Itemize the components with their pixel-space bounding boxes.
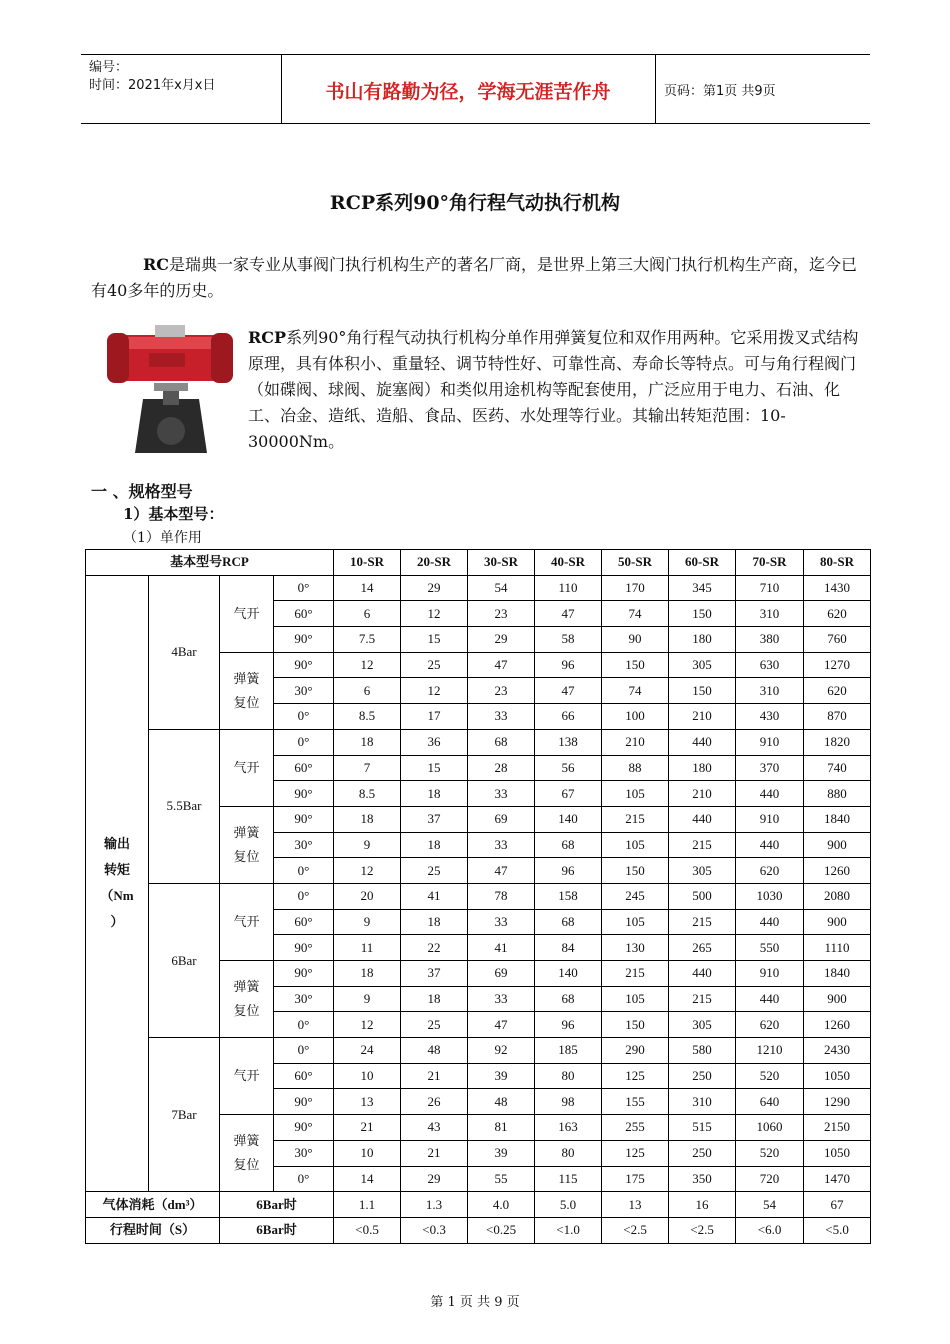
value-cell: 22 (401, 935, 468, 961)
value-cell: 1470 (804, 1166, 871, 1192)
value-cell: 215 (602, 806, 669, 832)
pressure-cell: 7Bar (149, 1038, 220, 1192)
value-cell: 1290 (804, 1089, 871, 1115)
value-cell: 105 (602, 986, 669, 1012)
value-cell: 84 (535, 935, 602, 961)
value-cell: 440 (736, 781, 804, 807)
row-group-label-line: （Nm (100, 888, 134, 904)
value-cell: 18 (401, 781, 468, 807)
value-cell: 640 (736, 1089, 804, 1115)
value-cell: 8.5 (334, 704, 401, 730)
value-cell: 67 (535, 781, 602, 807)
spec-table (85, 549, 871, 1244)
value-cell: 620 (736, 858, 804, 884)
value-cell: 185 (535, 1038, 602, 1064)
value-cell: 250 (669, 1140, 736, 1166)
row-label-cell: 行程时间（S） (86, 1217, 220, 1243)
value-cell: 33 (468, 781, 535, 807)
subsection-single-action: （1）单作用 (123, 530, 202, 546)
angle-cell: 0° (274, 575, 334, 601)
value-cell: 440 (669, 961, 736, 987)
value-cell: 74 (602, 601, 669, 627)
model-header: 80-SR (804, 550, 871, 576)
angle-cell: 0° (274, 729, 334, 755)
value-cell: 125 (602, 1063, 669, 1089)
value-cell: 2150 (804, 1115, 871, 1141)
value-cell: 90 (602, 627, 669, 653)
model-header: 60-SR (669, 550, 736, 576)
value-cell: 33 (468, 909, 535, 935)
angle-cell: 90° (274, 961, 334, 987)
value-cell: 520 (736, 1140, 804, 1166)
value-cell: 350 (669, 1166, 736, 1192)
row-group-label-line: 输出 (103, 836, 130, 852)
model-header: 20-SR (401, 550, 468, 576)
value-cell: 910 (736, 729, 804, 755)
value-cell: 9 (334, 986, 401, 1012)
value-cell: 125 (602, 1140, 669, 1166)
mode-spring-line: 复位 (233, 694, 260, 710)
spec-table-body (86, 550, 871, 1244)
value-cell: 250 (669, 1063, 736, 1089)
angle-cell: 60° (274, 909, 334, 935)
value-cell: 96 (535, 652, 602, 678)
value-cell: 210 (669, 704, 736, 730)
value-cell: 105 (602, 909, 669, 935)
header-meta (89, 59, 215, 95)
value-cell: 1840 (804, 961, 871, 987)
mode-spring-line: 弹簧 (233, 824, 260, 840)
value-cell: 150 (669, 601, 736, 627)
value-cell: 305 (669, 652, 736, 678)
value-cell: 740 (804, 755, 871, 781)
value-cell: 215 (669, 832, 736, 858)
value-cell: 115 (535, 1166, 602, 1192)
value-cell: 215 (602, 961, 669, 987)
value-cell: 2430 (804, 1038, 871, 1064)
intro-lead: RC (143, 255, 170, 274)
value-cell: 13 (334, 1089, 401, 1115)
value-cell: 13 (602, 1192, 669, 1218)
value-cell: 440 (736, 832, 804, 858)
value-cell: 1820 (804, 729, 871, 755)
value-cell: 15 (401, 627, 468, 653)
value-cell: 900 (804, 986, 871, 1012)
value-cell: 8.5 (334, 781, 401, 807)
value-cell: 10 (334, 1063, 401, 1089)
angle-cell: 90° (274, 806, 334, 832)
value-cell: 9 (334, 832, 401, 858)
value-cell: <6.0 (736, 1217, 804, 1243)
value-cell: 720 (736, 1166, 804, 1192)
model-header: 30-SR (468, 550, 535, 576)
table-row (86, 729, 871, 755)
value-cell: 380 (736, 627, 804, 653)
value-cell: 1050 (804, 1140, 871, 1166)
subsection-heading: 1）基本型号： (123, 505, 224, 523)
value-cell: 180 (669, 755, 736, 781)
value-cell: 105 (602, 832, 669, 858)
value-cell: 630 (736, 652, 804, 678)
value-cell: 515 (669, 1115, 736, 1141)
angle-cell: 90° (274, 781, 334, 807)
value-cell: 14 (334, 575, 401, 601)
value-cell: 150 (602, 858, 669, 884)
angle-cell: 90° (274, 1089, 334, 1115)
value-cell: 43 (401, 1115, 468, 1141)
value-cell: 1060 (736, 1115, 804, 1141)
table-row (86, 1038, 871, 1064)
value-cell: 10 (334, 1140, 401, 1166)
value-cell: 56 (535, 755, 602, 781)
value-cell: 33 (468, 986, 535, 1012)
value-cell: 1110 (804, 935, 871, 961)
value-cell: 175 (602, 1166, 669, 1192)
value-cell: 88 (602, 755, 669, 781)
value-cell: 1.1 (334, 1192, 401, 1218)
value-cell: 29 (468, 627, 535, 653)
value-cell: 18 (401, 986, 468, 1012)
value-cell: 12 (401, 601, 468, 627)
value-cell: 14 (334, 1166, 401, 1192)
mode-spring-line: 弹簧 (233, 979, 260, 995)
value-cell: 370 (736, 755, 804, 781)
pressure-cell: 5.5Bar (149, 729, 220, 883)
value-cell: 440 (736, 909, 804, 935)
mode-air-cell: 气开 (220, 883, 274, 960)
value-cell: 305 (669, 858, 736, 884)
value-cell: 6 (334, 601, 401, 627)
mode-spring-line: 弹簧 (233, 1133, 260, 1149)
value-cell: 21 (401, 1140, 468, 1166)
value-cell: 39 (468, 1140, 535, 1166)
value-cell: 1050 (804, 1063, 871, 1089)
model-header: 70-SR (736, 550, 804, 576)
angle-cell: 60° (274, 1063, 334, 1089)
value-cell: <0.3 (401, 1217, 468, 1243)
value-cell: 910 (736, 806, 804, 832)
value-cell: 500 (669, 883, 736, 909)
value-cell: 1030 (736, 883, 804, 909)
value-cell: 163 (535, 1115, 602, 1141)
value-cell: 55 (468, 1166, 535, 1192)
value-cell: 870 (804, 704, 871, 730)
value-cell: 96 (535, 1012, 602, 1038)
value-cell: 36 (401, 729, 468, 755)
value-cell: 310 (736, 601, 804, 627)
value-cell: 18 (334, 729, 401, 755)
value-cell: 33 (468, 704, 535, 730)
value-cell: 880 (804, 781, 871, 807)
value-cell: 310 (669, 1089, 736, 1115)
intro-paragraph (91, 252, 861, 304)
description-paragraph (248, 325, 860, 455)
value-cell: 140 (535, 806, 602, 832)
value-cell: 1840 (804, 806, 871, 832)
value-cell: 74 (602, 678, 669, 704)
angle-cell: 90° (274, 1115, 334, 1141)
value-cell: 9 (334, 909, 401, 935)
value-cell: 12 (334, 1012, 401, 1038)
model-header: 50-SR (602, 550, 669, 576)
page-header (81, 54, 870, 124)
angle-cell: 0° (274, 883, 334, 909)
value-cell: 900 (804, 832, 871, 858)
value-cell: 910 (736, 961, 804, 987)
value-cell: 310 (736, 678, 804, 704)
value-cell: 39 (468, 1063, 535, 1089)
value-cell: 18 (401, 909, 468, 935)
row-group-label-line: 转矩 (103, 862, 130, 878)
angle-cell: 0° (274, 858, 334, 884)
stroke-time-row (86, 1217, 871, 1243)
header-slogan: 书山有路勤为径，学海无涯苦作舟 (325, 81, 611, 103)
value-cell: 96 (535, 858, 602, 884)
value-cell: 1.3 (401, 1192, 468, 1218)
value-cell: 68 (535, 909, 602, 935)
value-cell: 900 (804, 909, 871, 935)
value-cell: 68 (468, 729, 535, 755)
time-label: 时间：2021年x月x日 (89, 78, 216, 93)
actuator-image (99, 321, 241, 453)
value-cell: 7 (334, 755, 401, 781)
intro-text: 是瑞典一家专业从事阀门执行机构生产的著名厂商，是世界上第三大阀门执行机构生产商，迄今已有40多年的历史。 (91, 255, 858, 300)
value-cell: 7.5 (334, 627, 401, 653)
value-cell: 215 (669, 909, 736, 935)
value-cell: 11 (334, 935, 401, 961)
value-cell: 150 (602, 652, 669, 678)
value-cell: 47 (535, 678, 602, 704)
value-cell: 12 (334, 652, 401, 678)
mode-air-cell: 气开 (220, 575, 274, 652)
value-cell: <2.5 (602, 1217, 669, 1243)
value-cell: 33 (468, 832, 535, 858)
value-cell: 69 (468, 806, 535, 832)
mode-air-cell: 气开 (220, 729, 274, 806)
value-cell: 37 (401, 806, 468, 832)
table-row (86, 575, 871, 601)
value-cell: 20 (334, 883, 401, 909)
value-cell: 100 (602, 704, 669, 730)
value-cell: 105 (602, 781, 669, 807)
value-cell: 12 (401, 678, 468, 704)
value-cell: 170 (602, 575, 669, 601)
angle-cell: 0° (274, 1038, 334, 1064)
value-cell: 12 (334, 858, 401, 884)
row-group-label (86, 575, 149, 1192)
model-header: 10-SR (334, 550, 401, 576)
number-label: 编号： (89, 60, 129, 75)
angle-cell: 30° (274, 986, 334, 1012)
value-cell: 68 (535, 986, 602, 1012)
value-cell: 110 (535, 575, 602, 601)
value-cell: 54 (736, 1192, 804, 1218)
mode-spring-cell (220, 1115, 274, 1192)
value-cell: 23 (468, 601, 535, 627)
angle-cell: 30° (274, 832, 334, 858)
angle-cell: 0° (274, 1166, 334, 1192)
value-cell: 1270 (804, 652, 871, 678)
value-cell: 47 (468, 1012, 535, 1038)
value-cell: 37 (401, 961, 468, 987)
angle-cell: 60° (274, 755, 334, 781)
value-cell: 520 (736, 1063, 804, 1089)
value-cell: 150 (602, 1012, 669, 1038)
row-label-cell: 气体消耗（dm³） (86, 1192, 220, 1218)
value-cell: 21 (401, 1063, 468, 1089)
value-cell: 620 (736, 1012, 804, 1038)
value-cell: 29 (401, 575, 468, 601)
value-cell: 21 (334, 1115, 401, 1141)
angle-cell: 90° (274, 935, 334, 961)
value-cell: 440 (669, 729, 736, 755)
header-label-cell: 基本型号RCP (86, 550, 334, 576)
value-cell: 24 (334, 1038, 401, 1064)
value-cell: 550 (736, 935, 804, 961)
mode-spring-line: 复位 (233, 1003, 260, 1019)
mode-spring-line: 复位 (233, 848, 260, 864)
value-cell: 305 (669, 1012, 736, 1038)
value-cell: 290 (602, 1038, 669, 1064)
angle-cell: 90° (274, 652, 334, 678)
value-cell: 620 (804, 678, 871, 704)
value-cell: 255 (602, 1115, 669, 1141)
value-cell: 265 (669, 935, 736, 961)
value-cell: 23 (468, 678, 535, 704)
value-cell: 25 (401, 652, 468, 678)
value-cell: 25 (401, 858, 468, 884)
pressure-cell: 6Bar (149, 883, 220, 1037)
value-cell: 5.0 (535, 1192, 602, 1218)
value-cell: 210 (669, 781, 736, 807)
value-cell: 18 (401, 832, 468, 858)
value-cell: 18 (334, 961, 401, 987)
value-cell: 2080 (804, 883, 871, 909)
mode-spring-cell (220, 806, 274, 883)
value-cell: <5.0 (804, 1217, 871, 1243)
value-cell: 58 (535, 627, 602, 653)
value-cell: 80 (535, 1063, 602, 1089)
value-cell: 41 (468, 935, 535, 961)
value-cell: 28 (468, 755, 535, 781)
mode-spring-cell (220, 652, 274, 729)
row-group-label-line: ） (110, 914, 124, 930)
value-cell: <0.25 (468, 1217, 535, 1243)
mode-spring-line: 弹簧 (233, 670, 260, 686)
value-cell: 210 (602, 729, 669, 755)
value-cell: 98 (535, 1089, 602, 1115)
pressure-cell: 4Bar (149, 575, 220, 729)
value-cell: 440 (736, 986, 804, 1012)
angle-cell: 30° (274, 678, 334, 704)
value-cell: 81 (468, 1115, 535, 1141)
value-cell: 78 (468, 883, 535, 909)
value-cell: 158 (535, 883, 602, 909)
value-cell: 430 (736, 704, 804, 730)
angle-cell: 0° (274, 704, 334, 730)
section-heading: 一 、规格型号 (91, 482, 193, 501)
value-cell: 48 (401, 1038, 468, 1064)
value-cell: 140 (535, 961, 602, 987)
angle-cell: 30° (274, 1140, 334, 1166)
model-header: 40-SR (535, 550, 602, 576)
value-cell: 138 (535, 729, 602, 755)
value-cell: 760 (804, 627, 871, 653)
angle-cell: 0° (274, 1012, 334, 1038)
value-cell: 1430 (804, 575, 871, 601)
value-cell: 54 (468, 575, 535, 601)
value-cell: 47 (468, 652, 535, 678)
value-cell: 26 (401, 1089, 468, 1115)
value-cell: 80 (535, 1140, 602, 1166)
header-divider (655, 55, 656, 123)
value-cell: 68 (535, 832, 602, 858)
value-cell: <0.5 (334, 1217, 401, 1243)
value-cell: 15 (401, 755, 468, 781)
value-cell: <2.5 (669, 1217, 736, 1243)
row-condition-cell: 6Bar时 (220, 1192, 334, 1218)
value-cell: 25 (401, 1012, 468, 1038)
header-page-label: 页码：第1页 共9页 (664, 84, 776, 99)
value-cell: 345 (669, 575, 736, 601)
value-cell: 4.0 (468, 1192, 535, 1218)
value-cell: 17 (401, 704, 468, 730)
row-condition-cell: 6Bar时 (220, 1217, 334, 1243)
value-cell: 180 (669, 627, 736, 653)
value-cell: 6 (334, 678, 401, 704)
value-cell: 1260 (804, 858, 871, 884)
value-cell: 67 (804, 1192, 871, 1218)
value-cell: 1210 (736, 1038, 804, 1064)
table-row (86, 883, 871, 909)
air-consumption-row (86, 1192, 871, 1218)
value-cell: 1260 (804, 1012, 871, 1038)
value-cell: 215 (669, 986, 736, 1012)
value-cell: 130 (602, 935, 669, 961)
description-lead: RCP (248, 328, 287, 347)
value-cell: 66 (535, 704, 602, 730)
value-cell: 29 (401, 1166, 468, 1192)
value-cell: 16 (669, 1192, 736, 1218)
value-cell: 245 (602, 883, 669, 909)
value-cell: 18 (334, 806, 401, 832)
value-cell: 41 (401, 883, 468, 909)
angle-cell: 60° (274, 601, 334, 627)
value-cell: 440 (669, 806, 736, 832)
mode-air-cell: 气开 (220, 1038, 274, 1115)
value-cell: 155 (602, 1089, 669, 1115)
mode-spring-line: 复位 (233, 1157, 260, 1173)
value-cell: 47 (535, 601, 602, 627)
value-cell: 580 (669, 1038, 736, 1064)
description-text: 系列90°角行程气动执行机构分单作用弹簧复位和双作用两种。它采用拨叉式结构原理，具有体积小、重量轻、调节特性好、可靠性高、寿命长等特点。可与角行程阀门（如碟阀、球阀、旋塞阀）和类似用途机构等配套使用，广泛应用于电力、石油、化工、冶金、造纸、造船、食品、医药、水处理等行业。其输出转矩范围：10-30000Nm。 (248, 328, 859, 451)
value-cell: 69 (468, 961, 535, 987)
value-cell: 710 (736, 575, 804, 601)
value-cell: <1.0 (535, 1217, 602, 1243)
table-header-row (86, 550, 871, 576)
page-footer: 第 1 页 共 9 页 (430, 1295, 520, 1310)
mode-spring-cell (220, 961, 274, 1038)
value-cell: 48 (468, 1089, 535, 1115)
value-cell: 620 (804, 601, 871, 627)
angle-cell: 90° (274, 627, 334, 653)
value-cell: 150 (669, 678, 736, 704)
value-cell: 47 (468, 858, 535, 884)
document-title: RCP系列90°角行程气动执行机构 (329, 192, 621, 214)
value-cell: 92 (468, 1038, 535, 1064)
